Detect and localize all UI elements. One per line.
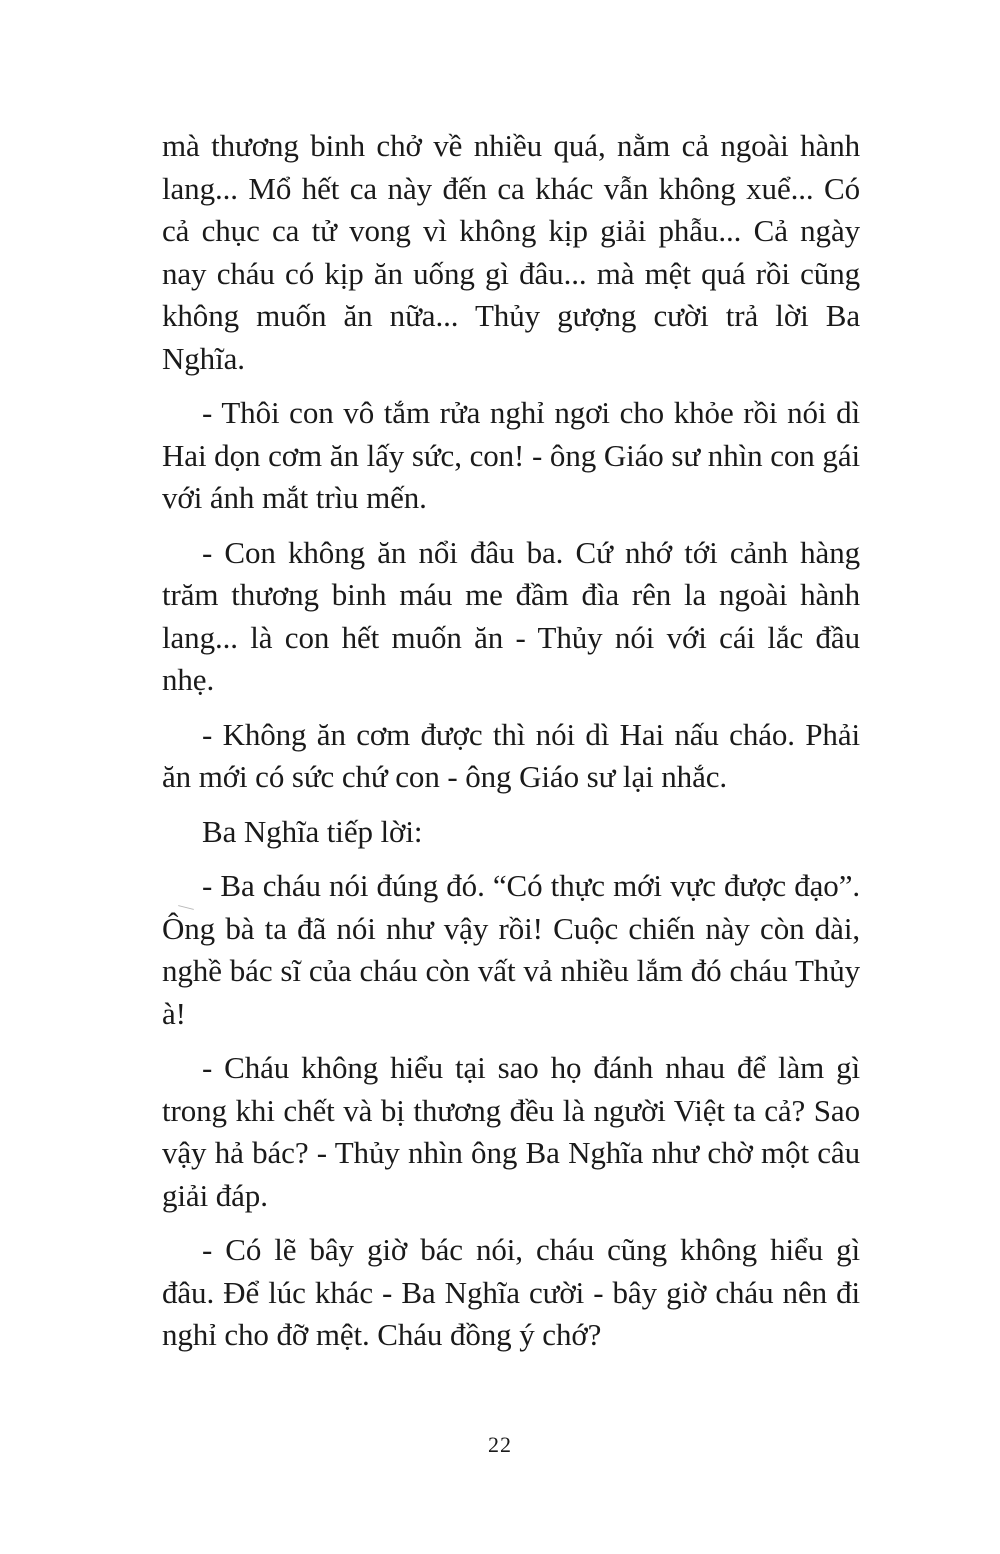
paragraph: - Có lẽ bây giờ bác nói, cháu cũng không hiểu gì đâu. Để lúc khác - Ba Nghĩa cười - bây giờ cháu nên đi nghỉ cho đỡ mệt. Cháu đồng ý chớ?	[162, 1232, 860, 1352]
paragraph: Ba Nghĩa tiếp lời:	[202, 813, 423, 849]
paragraph: mà thương binh chở về nhiều quá, nằm cả ngoài hành lang... Mổ hết ca này đến ca khác vẫn không xuể... Có cả chục ca tử vong vì không kịp giải phẫu... Cả ngày nay cháu có kịp ăn uống gì đâu... mà mệt quá rồi cũng không muốn ăn nữa... Thủy gượng cười trả lời Ba Nghĩa.	[162, 128, 860, 376]
paragraph: - Con không ăn nổi đâu ba. Cứ nhớ tới cảnh hàng trăm thương binh máu me đầm đìa rên la ngoài hành lang... là con hết muốn ăn - Thủy nói với cái lắc đầu nhẹ.	[162, 534, 860, 697]
paragraph: - Thôi con vô tắm rửa nghỉ ngơi cho khỏe rồi nói dì Hai dọn cơm ăn lấy sức, con! - ông Giáo sư nhìn con gái với ánh mắt trìu mến.	[162, 395, 860, 515]
paragraph: - Không ăn cơm được thì nói dì Hai nấu cháo. Phải ăn mới có sức chứ con - ông Giáo sư lại nhắc.	[162, 716, 860, 794]
paragraph: - Ba cháu nói đúng đó. “Có thực mới vực được đạo”. Ông bà ta đã nói như vậy rồi! Cuộc chiến này còn dài, nghề bác sĩ của cháu còn vất vả nhiều lắm đó cháu Thủy à!	[162, 868, 860, 1031]
paragraph: - Cháu không hiểu tại sao họ đánh nhau để làm gì trong khi chết và bị thương đều là người Việt ta cả? Sao vậy hả bác? - Thủy nhìn ông Ba Nghĩa như chờ một câu giải đáp.	[162, 1050, 860, 1213]
page-number: 22	[488, 1432, 512, 1457]
body-text	[162, 125, 860, 1369]
